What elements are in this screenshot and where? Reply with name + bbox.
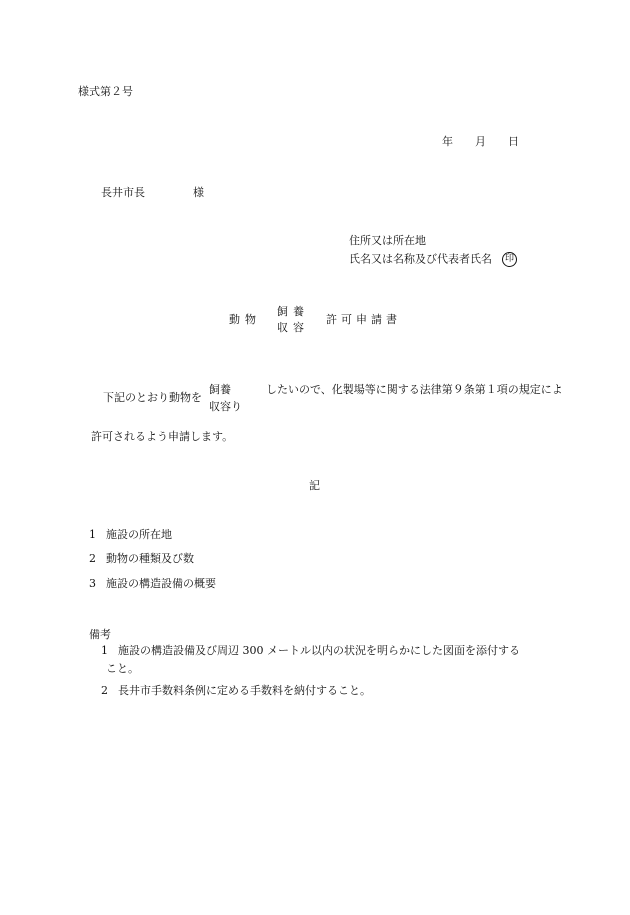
note-text: 長井市手数料条例に定める手数料を納付すること。 (118, 684, 371, 697)
year-label: 年 (442, 135, 453, 148)
addressee-name: 長井市長 (101, 186, 145, 199)
seal-mark: 印 (502, 252, 517, 267)
ki-heading: 記 (309, 479, 320, 492)
date-line (442, 135, 519, 148)
addressee-honorific: 様 (193, 186, 204, 199)
title-option-house: 収容 (277, 321, 309, 334)
list-item (89, 528, 172, 541)
applicant-name-label: 氏名又は名称及び代表者氏名 (349, 252, 492, 266)
body-option-house: 収容り (209, 400, 242, 413)
notes-heading: 備考 (89, 628, 111, 641)
list-item (89, 552, 194, 565)
list-item-number: 2 (89, 552, 96, 565)
list-item-number: 1 (89, 528, 96, 541)
body-line2: 許可されるよう申請します。 (91, 430, 234, 443)
title-animal: 動物 (229, 313, 261, 326)
note-number: 1 (101, 644, 108, 657)
applicant-address-label: 住所又は所在地 (349, 234, 426, 247)
body-rest: したいので、化製場等に関する法律第９条第１項の規定によ (266, 383, 563, 396)
form-number: 様式第２号 (78, 85, 133, 98)
title-option-keep: 飼養 (277, 305, 309, 318)
applicant-name-row (349, 252, 517, 267)
list-item (89, 577, 216, 590)
list-item-label: 施設の所在地 (106, 528, 172, 541)
list-item-label: 動物の種類及び数 (106, 552, 194, 565)
note-text: 施設の構造設備及び周辺 300 メートル以内の状況を明らかにした図面を添付する (118, 644, 520, 657)
note-text-continuation: こと。 (106, 662, 139, 675)
list-item-number: 3 (89, 577, 96, 590)
body-option-keep: 飼養 (209, 383, 231, 396)
note-item (101, 644, 520, 657)
list-item-label: 施設の構造設備の概要 (106, 577, 216, 590)
month-label: 月 (475, 135, 486, 148)
title-permit-application: 許可申請書 (326, 313, 401, 326)
note-item (101, 684, 371, 697)
addressee (101, 186, 204, 199)
day-label: 日 (508, 135, 519, 148)
note-number: 2 (101, 684, 108, 697)
body-lead: 下記のとおり動物を (103, 391, 202, 404)
